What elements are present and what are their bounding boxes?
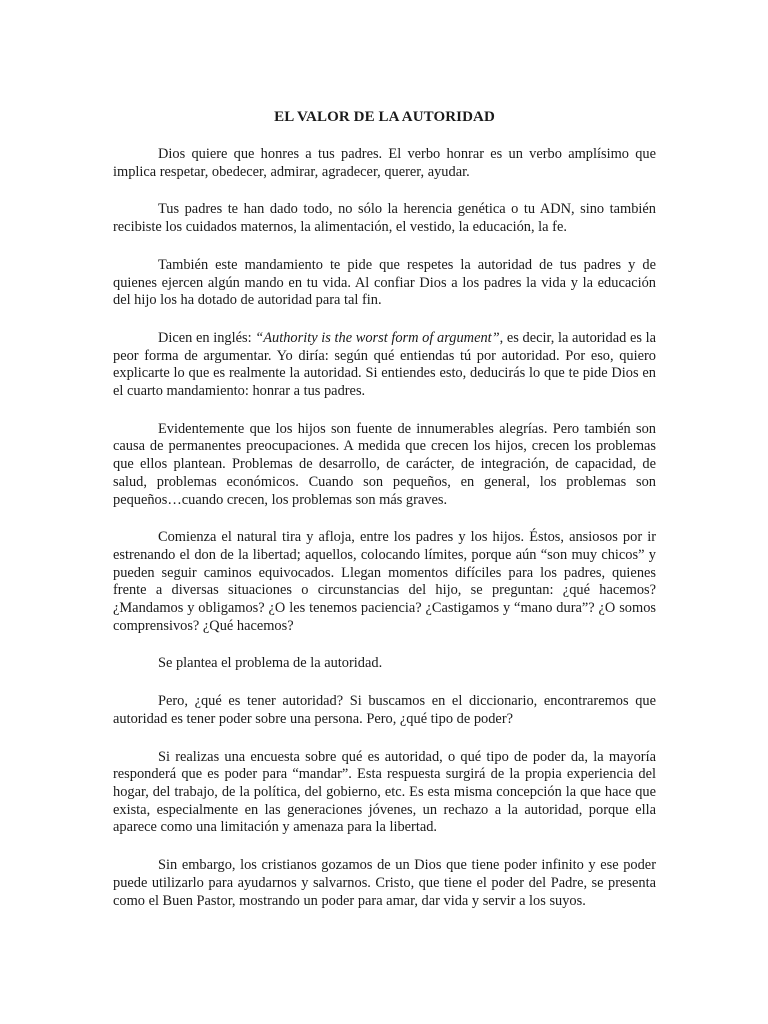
paragraph-9: Si realizas una encuesta sobre qué es autoridad, o qué tipo de poder da, la mayoría responderá que es poder para “mandar”. Esta respuesta surgirá de la propia experiencia del hogar, del trabajo, de la política, del gobierno, etc. Es esta misma concepción la que hace que exista, especialmente en las generaciones jóvenes, un rechazo a la autoridad, porque ella aparece como una limitación y amenaza para la libertad. xyxy=(113,748,656,836)
paragraph-8: Pero, ¿qué es tener autoridad? Si buscamos en el diccionario, encontraremos que autoridad es tener poder sobre una persona. Pero, ¿qué tipo de poder? xyxy=(113,693,656,727)
paragraph-5: Evidentemente que los hijos son fuente de innumerables alegrías. Pero también son causa de permanentes preocupaciones. A medida que crecen los hijos, crecen los problemas que ellos plantean. Problemas de desarrollo, de carácter, de integración, de capacidad, de salud, problemas económicos. Cuando son pequeños, en general, los problemas son pequeños…cuando crecen, los problemas son más graves. xyxy=(113,420,656,508)
paragraph-10: Sin embargo, los cristianos gozamos de un Dios que tiene poder infinito y ese poder puede utilizarlo para ayudarnos y salvarnos. Cristo, que tiene el poder del Padre, se presenta como el Buen Pastor, mostrando un poder para amar, dar vida y servir a los suyos. xyxy=(113,857,656,909)
document-body xyxy=(113,108,656,930)
english-quote: “Authority is the worst form of argument” xyxy=(255,329,500,346)
paragraph-4 xyxy=(113,330,656,401)
paragraph-3: También este mandamiento te pide que respetes la autoridad de tus padres y de quienes ejercen algún mando en tu vida. Al confiar Dios a los padres la vida y la educación del hijo los ha dotado de autoridad para tal fin. xyxy=(113,256,656,309)
paragraph-6: Comienza el natural tira y afloja, entre los padres y los hijos. Éstos, ansiosos por ir estrenando el don de la libertad; aquellos, colocando límites, porque aún “son muy chicos” y pueden seguir caminos equivocados. Llegan momentos difíciles para los padres, quienes frente a diversas situaciones o circunstancias del hijo, se preguntan: ¿qué hacemos? ¿Mandamos y obligamos? ¿O les tenemos paciencia? ¿Castigamos y “mano dura”? ¿O somos comprensivos? ¿Qué hacemos? xyxy=(113,529,656,634)
paragraph-7: Se plantea el problema de la autoridad. xyxy=(158,655,383,672)
paragraph-4-lead: Dicen en inglés: xyxy=(158,329,256,346)
paragraph-1: Dios quiere que honres a tus padres. El verbo honrar es un verbo amplísimo que implica respetar, obedecer, admirar, agradecer, querer, ayudar. xyxy=(113,146,656,180)
paragraph-2: Tus padres te han dado todo, no sólo la herencia genética o tu ADN, sino también recibiste los cuidados maternos, la alimentación, el vestido, la educación, la fe. xyxy=(113,201,656,236)
document-title: EL VALOR DE LA AUTORIDAD xyxy=(274,109,495,125)
paragraph-4-rest: , es decir, la autoridad es la peor forma de argumentar. Yo diría: según qué entiendas tú por autoridad. Por eso, quiero explicarte lo que es realmente la autoridad. Si entiendes esto, deducirás lo que te pide Dios en el cuarto mandamiento: honrar a tus padres. xyxy=(113,329,656,400)
